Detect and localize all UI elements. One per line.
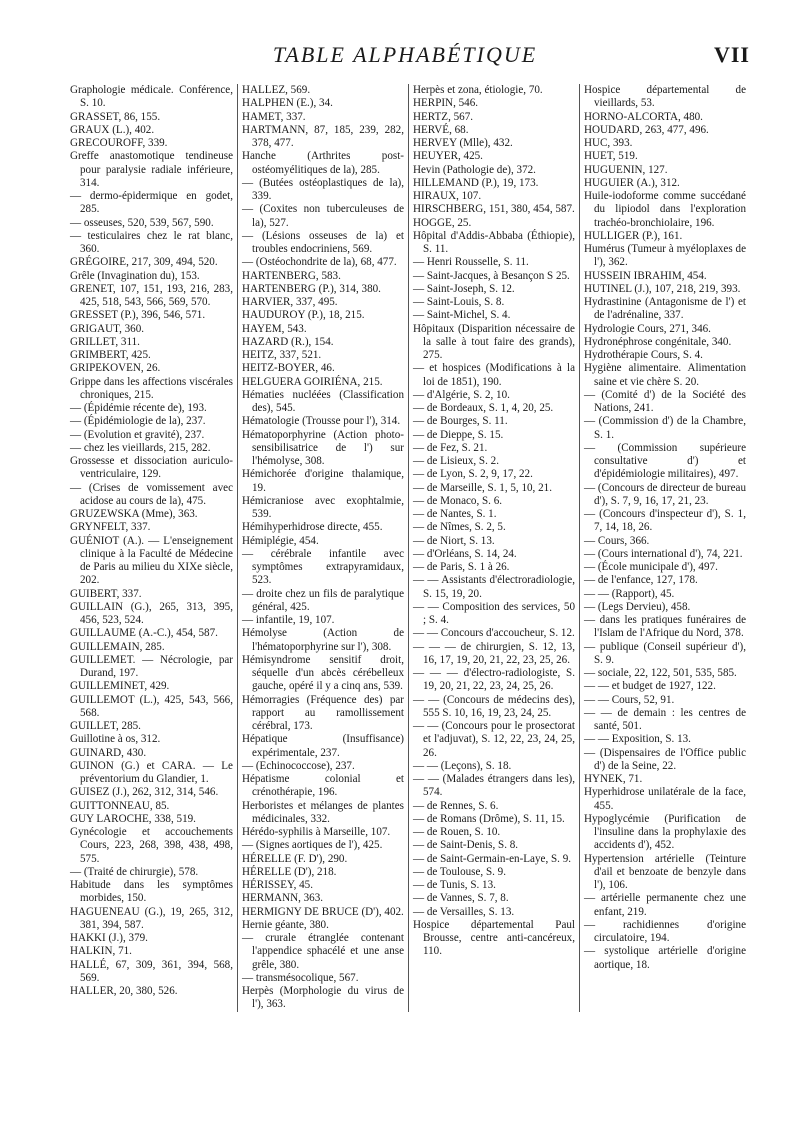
index-entry: GRAUX (L.), 402. xyxy=(70,123,155,136)
index-entry: HERVÉ, 68. xyxy=(413,123,469,136)
index-entry: HORNO-ALCORTA, 480. xyxy=(584,110,703,123)
index-entry: — de l'enfance, 127, 178. xyxy=(584,574,698,587)
index-entry: GUILLAIN (G.), 265, 313, 395, 456, 523, 524. xyxy=(70,600,233,626)
index-entry: — chez les vieillards, 215, 282. xyxy=(70,441,211,454)
index-entry: HUGUENIN, 127. xyxy=(584,163,668,176)
index-entry: HALKIN, 71. xyxy=(70,945,132,958)
index-entry: Hématologie (Trousse pour l'), 314. xyxy=(242,415,401,428)
index-entry: — (Comité d') de la Société des Nations, 241. xyxy=(584,388,746,414)
index-entry: — dermo-épidermique en godet, 285. xyxy=(70,190,233,216)
index-entry: HILLEMAND (P.), 19, 173. xyxy=(413,176,539,189)
index-entry: HAUDUROY (P.), 18, 215. xyxy=(242,309,365,322)
index-columns xyxy=(66,84,750,1012)
index-entry: HAZARD (R.), 154. xyxy=(242,335,334,348)
index-entry: GRECOUROFF, 339. xyxy=(70,137,168,149)
index-entry: Guillotine à os, 312. xyxy=(70,733,161,746)
index-entry: Hémichorée d'origine thalamique, 19. xyxy=(242,468,404,494)
index-entry: HOGGE, 25. xyxy=(413,216,472,229)
index-entry: HERTZ, 567. xyxy=(413,110,474,123)
index-entry: Graphologie médicale. Conférence, S. 10. xyxy=(70,84,233,110)
index-entry: — osseuses, 520, 539, 567, 590. xyxy=(70,216,214,229)
index-column-1 xyxy=(66,84,237,1012)
index-column-4 xyxy=(579,84,750,1012)
index-entry: GUILLAUME (A.-C.), 454, 587. xyxy=(70,627,218,640)
index-entry: HARTENBERG (P.), 314, 380. xyxy=(242,282,381,295)
index-entry: GRESSET (P.), 396, 546, 571. xyxy=(70,309,206,322)
index-entry: — de Versailles, S. 13. xyxy=(413,905,515,918)
index-entry: GRÉGOIRE, 217, 309, 494, 520. xyxy=(70,256,218,269)
index-entry: Herboristes et mélanges de plantes médicinales, 332. xyxy=(242,799,404,825)
index-entry: Hémiplégie, 454. xyxy=(242,534,319,547)
index-entry: HARTMANN, 87, 185, 239, 282, 378, 477. xyxy=(242,123,404,149)
index-entry: HALLEZ, 569. xyxy=(242,84,311,96)
index-entry: — de Toulouse, S. 9. xyxy=(413,865,507,878)
index-entry: GUÉNIOT (A.). — L'enseignement clinique à la Faculté de Médecine de Paris au milieu du XIXe siècle, 202. xyxy=(70,534,233,587)
index-entry: GUINARD, 430. xyxy=(70,746,147,759)
index-entry: — de Rouen, S. 10. xyxy=(413,826,501,838)
index-entry: Grêle (Invagination du), 153. xyxy=(70,269,200,282)
index-entry: GRASSET, 86, 155. xyxy=(70,110,161,123)
index-entry: HAMET, 337. xyxy=(242,110,306,123)
index-entry: — (Crises de vomissement avec acidose au cours de la), 475. xyxy=(70,481,233,507)
index-entry: Hôpital d'Addis-Abbaba (Éthiopie), S. 11. xyxy=(413,229,575,255)
index-entry: — (École municipale d'), 497. xyxy=(584,561,718,573)
index-entry: — — Exposition, S. 13. xyxy=(584,733,691,746)
index-entry: HAGUENEAU (G.), 19, 265, 312, 381, 394, 587. xyxy=(70,905,233,931)
index-entry: — de Romans (Drôme), S. 11, 15. xyxy=(413,812,565,825)
index-entry: Hygiène alimentaire. Alimentation saine et vie chère S. 20. xyxy=(584,362,746,388)
index-entry: — — (Concours de médecins des), 555 S. 10, 16, 19, 23, 24, 25. xyxy=(413,693,575,719)
index-entry: GUILLEMAIN, 285. xyxy=(70,640,165,653)
index-entry: Hypertension artérielle (Teinture d'ail et benzoate de benzyle dans l'), 106. xyxy=(584,852,746,891)
index-entry: HARTENBERG, 583. xyxy=(242,269,341,282)
index-entry: — (Legs Dervieu), 458. xyxy=(584,600,691,613)
page-header xyxy=(60,42,750,82)
index-entry: GUILLEMINET, 429. xyxy=(70,680,170,693)
index-entry: HÉRELLE (D'), 218. xyxy=(242,865,337,878)
index-entry: — (Butées ostéoplastiques de la), 339. xyxy=(242,176,404,202)
index-entry: Hémisyndrome sensitif droit, séquelle d'un abcès cérébelleux gauche, opéré il y a cinq ans, 539. xyxy=(242,653,404,693)
index-entry: — (Cours international d'), 74, 221. xyxy=(584,547,743,560)
index-entry: — d'Algérie, S. 2, 10. xyxy=(413,388,510,401)
index-entry: — (Concours d'inspecteur d'), S. 1, 7, 14, 18, 26. xyxy=(584,508,746,534)
index-entry: GUINON (G.) et CARA. — Le préventorium du Glandier, 1. xyxy=(70,759,233,785)
index-entry: Greffe anastomotique tendineuse pour paralysie radiale inférieure, 314. xyxy=(70,150,233,189)
index-entry: — de Rennes, S. 6. xyxy=(413,799,499,812)
index-entry: Hépatisme colonial et crénothérapie, 196. xyxy=(242,773,404,799)
index-entry: HAYEM, 543. xyxy=(242,322,307,335)
index-entry: Hémicraniose avec exophtalmie, 539. xyxy=(242,494,404,520)
index-entry: Hanche (Arthrites post-ostéomyélitiques de la), 285. xyxy=(242,150,404,176)
index-entry: — (Coxites non tuberculeuses de la), 527. xyxy=(242,203,404,229)
index-entry: — crurale étranglée contenant l'appendice sphacélé et une anse grêle, 380. xyxy=(242,932,404,971)
index-entry: — — (Malades étrangers dans les), 574. xyxy=(413,773,575,799)
index-entry: GRIMBERT, 425. xyxy=(70,349,151,361)
index-entry: HERMANN, 363. xyxy=(242,892,324,905)
index-entry: HUC, 393. xyxy=(584,137,633,149)
index-entry: — de Nantes, S. 1. xyxy=(413,508,497,520)
index-entry: — infantile, 19, 107. xyxy=(242,614,335,626)
index-entry: — (Ostéochondrite de la), 68, 477. xyxy=(242,256,397,269)
index-entry: GRILLET, 311. xyxy=(70,335,140,348)
index-entry: GUIBERT, 337. xyxy=(70,587,142,600)
index-entry: HAKKI (J.), 379. xyxy=(70,932,148,944)
index-entry: HERPIN, 546. xyxy=(413,97,479,110)
index-column-3 xyxy=(408,84,579,1012)
index-entry: — Saint-Michel, S. 4. xyxy=(413,309,511,322)
index-entry: — cérébrale infantile avec symptômes extrapyramidaux, 523. xyxy=(242,547,404,587)
index-entry: GUY LAROCHE, 338, 519. xyxy=(70,812,196,825)
index-entry: HEUYER, 425. xyxy=(413,150,483,163)
index-entry: Hérédo-syphilis à Marseille, 107. xyxy=(242,826,391,838)
index-entry: Herpès (Morphologie du virus de l'), 363. xyxy=(242,985,404,1011)
index-entry: — — (Concours pour le prosectorat et l'adjuvat), S. 12, 22, 23, 24, 25, 26. xyxy=(413,720,575,759)
index-entry: HARVIER, 337, 495. xyxy=(242,296,338,308)
index-entry: — de Niort, S. 13. xyxy=(413,534,495,547)
index-entry: GUISEZ (J.), 262, 312, 314, 546. xyxy=(70,786,219,799)
index-entry: Hydrastinine (Antagonisme de l') et de l'adrénaline, 337. xyxy=(584,296,746,322)
index-entry: — artérielle permanente chez une enfant, 219. xyxy=(584,892,746,918)
page-number: VII xyxy=(713,42,750,67)
index-entry: — de Nîmes, S. 2, 5. xyxy=(413,521,506,534)
index-entry: — rachidiennes d'origine circulatoire, 194. xyxy=(584,918,746,944)
index-entry: Hydronéphrose congénitale, 340. xyxy=(584,335,732,348)
index-entry: HEITZ, 337, 521. xyxy=(242,349,322,361)
index-entry: — Saint-Joseph, S. 12. xyxy=(413,282,515,295)
index-entry: — sociale, 22, 122, 501, 535, 585. xyxy=(584,667,737,679)
index-entry: HULLIGER (P.), 161. xyxy=(584,229,683,242)
index-entry: — Cours, 366. xyxy=(584,534,650,547)
index-entry: HYNEK, 71. xyxy=(584,773,643,785)
index-entry: — — — de chirurgien, S. 12, 13, 16, 17, 19, 20, 21, 22, 23, 25, 26. xyxy=(413,640,575,666)
index-entry: — de Dieppe, S. 15. xyxy=(413,428,504,441)
index-entry: — de Vannes, S. 7, 8. xyxy=(413,892,509,905)
index-entry: HIRAUX, 107. xyxy=(413,190,482,202)
index-entry: — — (Leçons), S. 18. xyxy=(413,759,512,772)
index-entry: GRUZEWSKA (Mme), 363. xyxy=(70,508,198,520)
index-entry: HEITZ-BOYER, 46. xyxy=(242,362,335,375)
index-entry: — — Assistants d'électroradiologie, S. 15, 19, 20. xyxy=(413,574,575,600)
index-entry: HUET, 519. xyxy=(584,150,638,163)
index-entry: Hépatique (Insuffisance) expérimentale, 237. xyxy=(242,733,404,759)
index-entry: — dans les pratiques funéraires de l'Islam de l'Afrique du Nord, 378. xyxy=(584,614,746,640)
index-entry: — (Épidémie récente de), 193. xyxy=(70,402,207,414)
index-entry: GUILLET, 285. xyxy=(70,720,141,732)
index-entry: — (Épidémiologie de la), 237. xyxy=(70,415,206,428)
index-entry: HALLER, 20, 380, 526. xyxy=(70,985,178,997)
index-entry: HOUDARD, 263, 477, 496. xyxy=(584,123,709,136)
index-entry: Hospice départemental de vieillards, 53. xyxy=(584,84,746,110)
index-entry: GRIPEKOVEN, 26. xyxy=(70,362,161,375)
index-column-2 xyxy=(237,84,408,1012)
index-entry: — de Saint-Germain-en-Laye, S. 9. xyxy=(413,852,572,865)
index-entry: — (Concours de directeur de bureau d'), S. 7, 9, 16, 17, 21, 23. xyxy=(584,481,746,507)
index-entry: HERVEY (Mlle), 432. xyxy=(413,137,513,149)
index-entry: Grossesse et dissociation auriculo-ventriculaire, 129. xyxy=(70,455,233,481)
index-entry: Hyperhidrose unilatérale de la face, 455. xyxy=(584,786,746,812)
index-entry: Gynécologie et accouchements Cours, 223, 268, 398, 438, 498, 575. xyxy=(70,826,233,865)
index-entry: GRENET, 107, 151, 193, 216, 283, 425, 518, 543, 566, 569, 570. xyxy=(70,282,233,308)
index-entry: HUGUIER (A.), 312. xyxy=(584,176,680,189)
index-entry: — systolique artérielle d'origine aortique, 18. xyxy=(584,945,746,971)
page-title: TABLE ALPHABÉTIQUE xyxy=(272,42,538,67)
index-entry: — Saint-Jacques, à Besançon S 25. xyxy=(413,269,570,282)
index-entry: Hernie géante, 380. xyxy=(242,918,329,931)
index-entry: — (Echinococcose), 237. xyxy=(242,759,355,772)
index-entry: GRIGAUT, 360. xyxy=(70,322,145,335)
index-entry: Habitude dans les symptômes morbides, 150. xyxy=(70,879,233,905)
index-entry: — — Concours d'accoucheur, S. 12. xyxy=(413,627,575,640)
index-entry: Hevin (Pathologie de), 372. xyxy=(413,163,536,176)
index-entry: — (Dispensaires de l'Office public d') de la Seine, 22. xyxy=(584,746,746,772)
index-entry: — de Lyon, S. 2, 9, 17, 22. xyxy=(413,468,533,481)
index-entry: HALPHEN (E.), 34. xyxy=(242,97,333,110)
index-entry: HERMIGNY DE BRUCE (D'), 402. xyxy=(242,905,404,918)
index-entry: — et hospices (Modifications à la loi de 1851), 190. xyxy=(413,362,575,388)
index-entry: Hypoglycémie (Purification de l'insuline dans la prophylaxie des accidents d'), 452. xyxy=(584,812,746,852)
index-entry: — Henri Rousselle, S. 11. xyxy=(413,256,529,269)
index-entry: — — Cours, 52, 91. xyxy=(584,693,675,706)
index-entry: — publique (Conseil supérieur d'), S. 9. xyxy=(584,640,746,666)
index-entry: Hémihyperhidrose directe, 455. xyxy=(242,521,383,534)
index-entry: HÉRELLE (F. D'), 290. xyxy=(242,852,348,865)
index-entry: HELGUERA GOIRIÉNA, 215. xyxy=(242,375,383,388)
index-entry: GRYNFELT, 337. xyxy=(70,521,151,534)
index-entry: — de Lisieux, S. 2. xyxy=(413,455,499,467)
index-entry: — — de demain : les centres de santé, 501. xyxy=(584,706,746,732)
index-entry: Hématoporphyrine (Action photo-sensibilisatrice de l') sur l'hémolyse, 308. xyxy=(242,428,404,467)
index-entry: Huile-iodoforme comme succédané du lipiodol dans l'exploration trachéo-bronchiolaire, 196. xyxy=(584,190,746,229)
index-entry: — — (Rapport), 45. xyxy=(584,587,675,600)
index-entry: GUILLEMOT (L.), 425, 543, 566, 568. xyxy=(70,693,233,719)
index-entry: — droite chez un fils de paralytique général, 425. xyxy=(242,587,404,613)
index-entry: — de Marseille, S. 1, 5, 10, 21. xyxy=(413,481,552,494)
index-entry: Hémolyse (Action de l'hématoporphyrine sur l'), 308. xyxy=(242,627,404,653)
index-entry: — — — d'électro-radiologiste, S. 19, 20, 21, 22, 23, 24, 25, 26. xyxy=(413,667,575,693)
index-entry: — (Commission supérieure consultative d') et d'épidémiologie militaires), 497. xyxy=(584,441,746,481)
index-entry: Hématies nucléées (Classification des), 545. xyxy=(242,388,404,414)
index-entry: Herpès et zona, étiologie, 70. xyxy=(413,84,543,96)
index-entry: HÉRISSEY, 45. xyxy=(242,879,313,891)
index-entry: Hôpitaux (Disparition nécessaire de la salle à tout faire des grands), 275. xyxy=(413,322,575,361)
index-entry: — (Commission d') de la Chambre, S. 1. xyxy=(584,415,746,441)
index-entry: — transmésocolique, 567. xyxy=(242,971,359,984)
index-entry: — de Tunis, S. 13. xyxy=(413,879,496,891)
index-entry: — (Traité de chirurgie), 578. xyxy=(70,865,199,878)
index-entry: — (Evolution et gravité), 237. xyxy=(70,428,205,441)
index-entry: — de Saint-Denis, S. 8. xyxy=(413,839,519,852)
index-entry: HIRSCHBERG, 151, 380, 454, 587. xyxy=(413,203,575,216)
index-entry: — — et budget de 1927, 122. xyxy=(584,680,716,693)
index-entry: — testiculaires chez le rat blanc, 360. xyxy=(70,229,233,255)
index-entry: Hydrologie Cours, 271, 346. xyxy=(584,322,711,335)
index-entry: — de Monaco, S. 6. xyxy=(413,494,503,507)
index-entry: — d'Orléans, S. 14, 24. xyxy=(413,547,517,560)
index-entry: — Saint-Louis, S. 8. xyxy=(413,296,505,308)
index-entry: — (Signes aortiques de l'), 425. xyxy=(242,839,383,852)
index-entry: Grippe dans les affections viscérales chroniques, 215. xyxy=(70,375,233,401)
index-entry: — de Bordeaux, S. 1, 4, 20, 25. xyxy=(413,402,554,414)
index-entry: — de Paris, S. 1 à 26. xyxy=(413,561,510,573)
index-entry: — — Composition des services, 50 ; S. 4. xyxy=(413,600,575,626)
index-entry: Hospice départemental Paul Brousse, centre anti-cancéreux, 110. xyxy=(413,918,575,958)
index-entry: — de Bourges, S. 11. xyxy=(413,415,508,428)
index-entry: Hémorragies (Fréquence des) par rapport au ramollissement cérébral, 173. xyxy=(242,693,404,732)
index-entry: — de Fez, S. 21. xyxy=(413,441,488,454)
index-entry: HUTINEL (J.), 107, 218, 219, 393. xyxy=(584,282,741,295)
index-entry: HUSSEIN IBRAHIM, 454. xyxy=(584,269,707,282)
index-entry: HALLÉ, 67, 309, 361, 394, 568, 569. xyxy=(70,958,233,984)
index-entry: Humérus (Tumeur à myéloplaxes de l'), 362. xyxy=(584,243,746,269)
index-entry: — (Lésions osseuses de la) et troubles endocriniens, 569. xyxy=(242,229,404,255)
index-entry: GUILLEMET. — Nécrologie, par Durand, 197. xyxy=(70,653,233,679)
index-entry: GUITTONNEAU, 85. xyxy=(70,799,170,812)
index-entry: Hydrothérapie Cours, S. 4. xyxy=(584,349,703,361)
